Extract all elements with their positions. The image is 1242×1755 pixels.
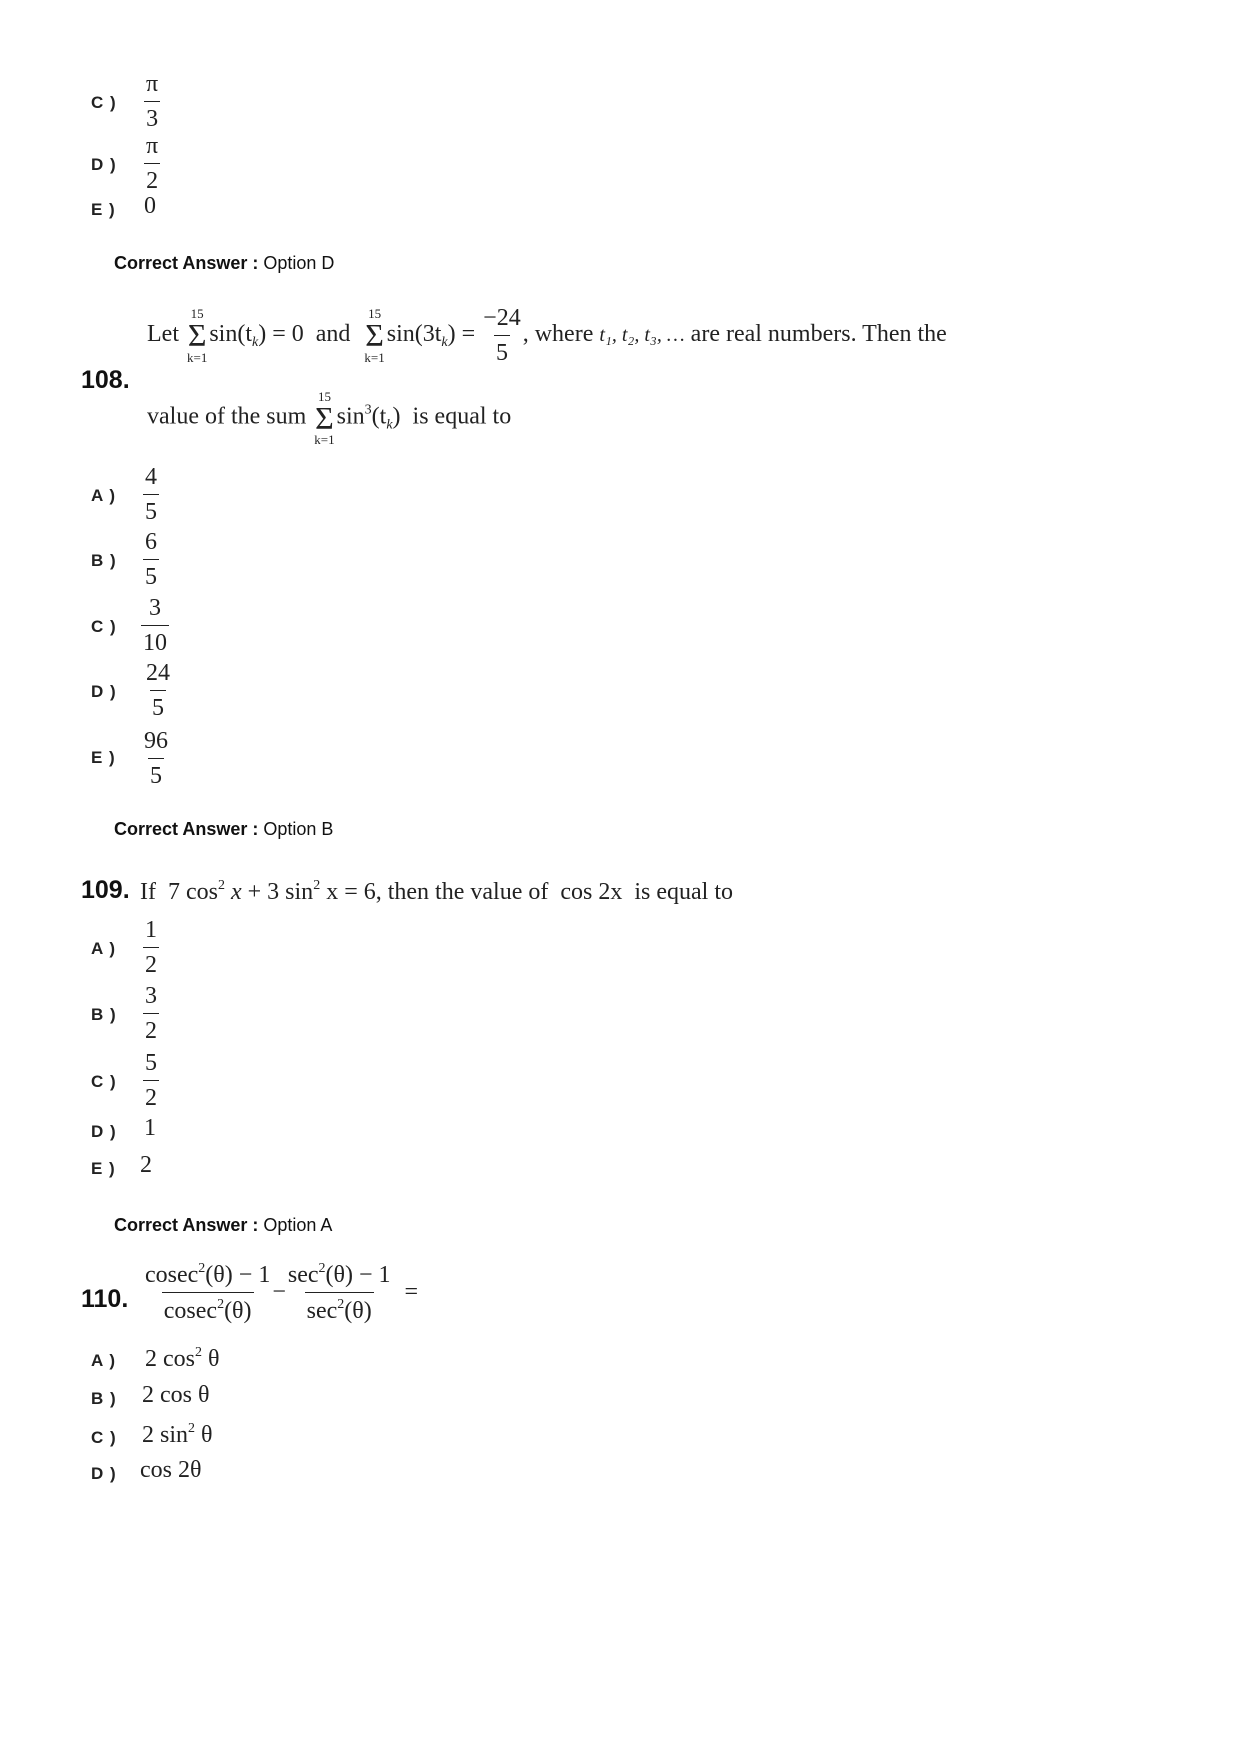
option-label: D ) [91, 1122, 117, 1141]
option-value: $\frac{4}{5}$ [145, 464, 157, 525]
option-value: $\frac{3}{10}$ [143, 595, 167, 656]
question-number: 108. [81, 366, 130, 394]
option-label: D ) [91, 682, 117, 701]
option-label: C ) [91, 1428, 117, 1447]
option-label: C ) [91, 93, 117, 112]
option-value: $\frac{1}{2}$ [145, 917, 157, 978]
option-label: B ) [91, 551, 117, 570]
option-label: A ) [91, 486, 117, 505]
option-value: 0 [144, 193, 156, 219]
option-label: B ) [91, 1005, 117, 1024]
question-expression: $\frac{cosec^2(\theta) - 1}{cosec^2(\theta)}$ − $\frac{\sec^2(\theta) - 1}{\sec^2(\theta)}$ = [145, 1261, 419, 1324]
question-text: If 7 $\cos^2 x + 3$ $\sin^2 x = 6$, then the value of cos 2x is equal to [140, 878, 733, 905]
question-text-line-1: Let 15 Σ k=1 $\sin(t_k) = 0$ and 15 Σ k=1 $\sin(3t_k)$ = $\frac{-24}{5}$ , where t₁, t₂, t₃, … are real numbers. Then the [147, 305, 947, 366]
option-value: $\frac{96}{5}$ [144, 728, 168, 789]
option-value: $\frac{\pi}{2}$ [146, 133, 159, 194]
option-value: 2 $\cos^2 \theta$ [145, 1345, 220, 1372]
option-label: A ) [91, 1351, 117, 1370]
correct-answer: Correct Answer : Option B [114, 819, 334, 839]
sigma-symbol: 15 Σ k=1 [314, 389, 335, 448]
option-label: D ) [91, 155, 117, 174]
option-label: C ) [91, 1072, 117, 1091]
option-label: B ) [91, 1389, 117, 1408]
option-value: 2 [140, 1152, 152, 1178]
option-label: E ) [91, 1159, 116, 1178]
option-value: $\frac{24}{5}$ [146, 660, 170, 721]
fraction-cosec: $\frac{cosec^2(\theta) - 1}{cosec^2(\theta)}$ [145, 1261, 271, 1324]
correct-answer: Correct Answer : Option D [114, 253, 335, 273]
sigma-symbol: 15 Σ k=1 [364, 306, 385, 365]
question-text-line-2: value of the sum 15 Σ k=1 $\sin^3(t_k)$ is equal to [147, 389, 512, 448]
option-value: $\frac{3}{2}$ [145, 983, 157, 1044]
option-value: 1 [144, 1115, 156, 1141]
sigma-symbol: 15 Σ k=1 [186, 306, 208, 365]
option-label: E ) [91, 748, 116, 767]
question-number: 109. [81, 876, 130, 904]
correct-answer: Correct Answer : Option A [114, 1215, 333, 1235]
option-label: D ) [91, 1464, 117, 1483]
option-value: 2 cos θ [142, 1382, 210, 1408]
option-value: cos 2θ [140, 1457, 202, 1483]
question-number: 110. [81, 1285, 129, 1313]
option-value: $\frac{6}{5}$ [145, 529, 157, 590]
option-value: 2 $\sin^2 \theta$ [142, 1421, 213, 1448]
option-label: A ) [91, 939, 117, 958]
option-label: C ) [91, 617, 117, 636]
option-value: $\frac{\pi}{3}$ [146, 71, 159, 132]
option-value: $\frac{5}{2}$ [145, 1050, 157, 1111]
fraction-sec: $\frac{\sec^2(\theta) - 1}{\sec^2(\theta)}$ [287, 1261, 391, 1324]
option-label: E ) [91, 200, 116, 219]
